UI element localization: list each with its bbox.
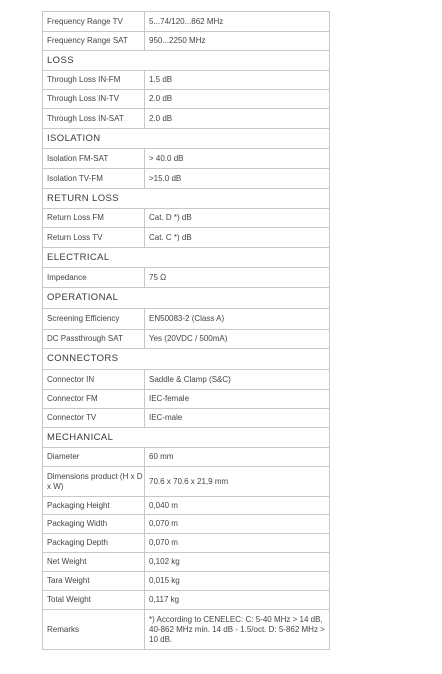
spec-label: Screening Efficiency [43, 309, 145, 330]
spec-table [42, 11, 330, 650]
section-row [43, 189, 330, 209]
spec-row [43, 209, 330, 228]
spec-label: Return Loss FM [43, 209, 145, 228]
section-heading: ISOLATION [43, 129, 330, 149]
spec-value: IEC-male [145, 409, 330, 428]
section-heading: LOSS [43, 51, 330, 71]
spec-label: Packaging Height [43, 497, 145, 515]
section-row [43, 288, 330, 309]
spec-label: Return Loss TV [43, 228, 145, 248]
spec-row [43, 409, 330, 428]
spec-value: 0,117 kg [145, 591, 330, 610]
spec-value: 70.6 x 70.6 x 21,9 mm [145, 467, 330, 497]
spec-value: Cat. C *) dB [145, 228, 330, 248]
section-row [43, 51, 330, 71]
spec-label: Connector FM [43, 390, 145, 409]
spec-value: 0,102 kg [145, 553, 330, 572]
spec-label: Impedance [43, 268, 145, 288]
spec-label: Net Weight [43, 553, 145, 572]
section-heading: ELECTRICAL [43, 248, 330, 268]
spec-row [43, 591, 330, 610]
spec-label: Total Weight [43, 591, 145, 610]
spec-value: EN50083-2 (Class A) [145, 309, 330, 330]
spec-value: Cat. D *) dB [145, 209, 330, 228]
section-row [43, 349, 330, 370]
spec-value: 5...74/120...862 MHz [145, 12, 330, 32]
section-row [43, 129, 330, 149]
spec-value: 75 Ω [145, 268, 330, 288]
spec-value: 2.0 dB [145, 90, 330, 109]
spec-value: 2.0 dB [145, 109, 330, 129]
spec-label: DC Passthrough SAT [43, 330, 145, 349]
section-heading: MECHANICAL [43, 428, 330, 448]
spec-row [43, 71, 330, 90]
spec-row [43, 268, 330, 288]
section-heading: OPERATIONAL [43, 288, 330, 309]
spec-label: Frequency Range SAT [43, 32, 145, 51]
spec-value: Saddle & Clamp (S&C) [145, 370, 330, 390]
spec-label: Packaging Depth [43, 534, 145, 553]
spec-label: Isolation FM-SAT [43, 149, 145, 169]
spec-value: 0,040 m [145, 497, 330, 515]
spec-label: Connector IN [43, 370, 145, 390]
spec-value: 0,070 m [145, 515, 330, 534]
spec-row [43, 169, 330, 189]
section-heading: RETURN LOSS [43, 189, 330, 209]
spec-value: *) According to CENELEC: C: 5-40 MHz > 14 dB, 40-862 MHz min. 14 dB - 1.5/oct. D: 5-862 MHz > 10 dB. [145, 610, 330, 650]
spec-label: Through Loss IN-SAT [43, 109, 145, 129]
spec-value: 950...2250 MHz [145, 32, 330, 51]
spec-row [43, 330, 330, 349]
spec-row [43, 497, 330, 515]
spec-label: Connector TV [43, 409, 145, 428]
spec-label: Through Loss IN-TV [43, 90, 145, 109]
spec-value: 0,070 m [145, 534, 330, 553]
spec-row [43, 390, 330, 409]
spec-value: 0,015 kg [145, 572, 330, 591]
spec-row [43, 109, 330, 129]
spec-row [43, 448, 330, 467]
spec-label: Isolation TV-FM [43, 169, 145, 189]
spec-value: Yes (20VDC / 500mA) [145, 330, 330, 349]
spec-label: Packaging Width [43, 515, 145, 534]
spec-row [43, 32, 330, 51]
spec-value: > 40.0 dB [145, 149, 330, 169]
spec-row [43, 370, 330, 390]
spec-label: Diameter [43, 448, 145, 467]
spec-row [43, 553, 330, 572]
spec-row [43, 467, 330, 497]
spec-row [43, 90, 330, 109]
section-row [43, 428, 330, 448]
spec-value: 60 mm [145, 448, 330, 467]
section-heading: CONNECTORS [43, 349, 330, 370]
spec-label: Remarks [43, 610, 145, 650]
spec-label: Dimensions product (H x D x W) [43, 467, 145, 497]
spec-value: IEC-female [145, 390, 330, 409]
spec-row [43, 228, 330, 248]
spec-row [43, 515, 330, 534]
spec-row [43, 610, 330, 650]
spec-table-body [43, 12, 330, 650]
spec-row [43, 149, 330, 169]
spec-label: Through Loss IN-FM [43, 71, 145, 90]
spec-label: Tara Weight [43, 572, 145, 591]
spec-row [43, 12, 330, 32]
spec-row [43, 534, 330, 553]
spec-label: Frequency Range TV [43, 12, 145, 32]
spec-value: 1.5 dB [145, 71, 330, 90]
spec-value: >15.0 dB [145, 169, 330, 189]
section-row [43, 248, 330, 268]
spec-row [43, 309, 330, 330]
spec-row [43, 572, 330, 591]
